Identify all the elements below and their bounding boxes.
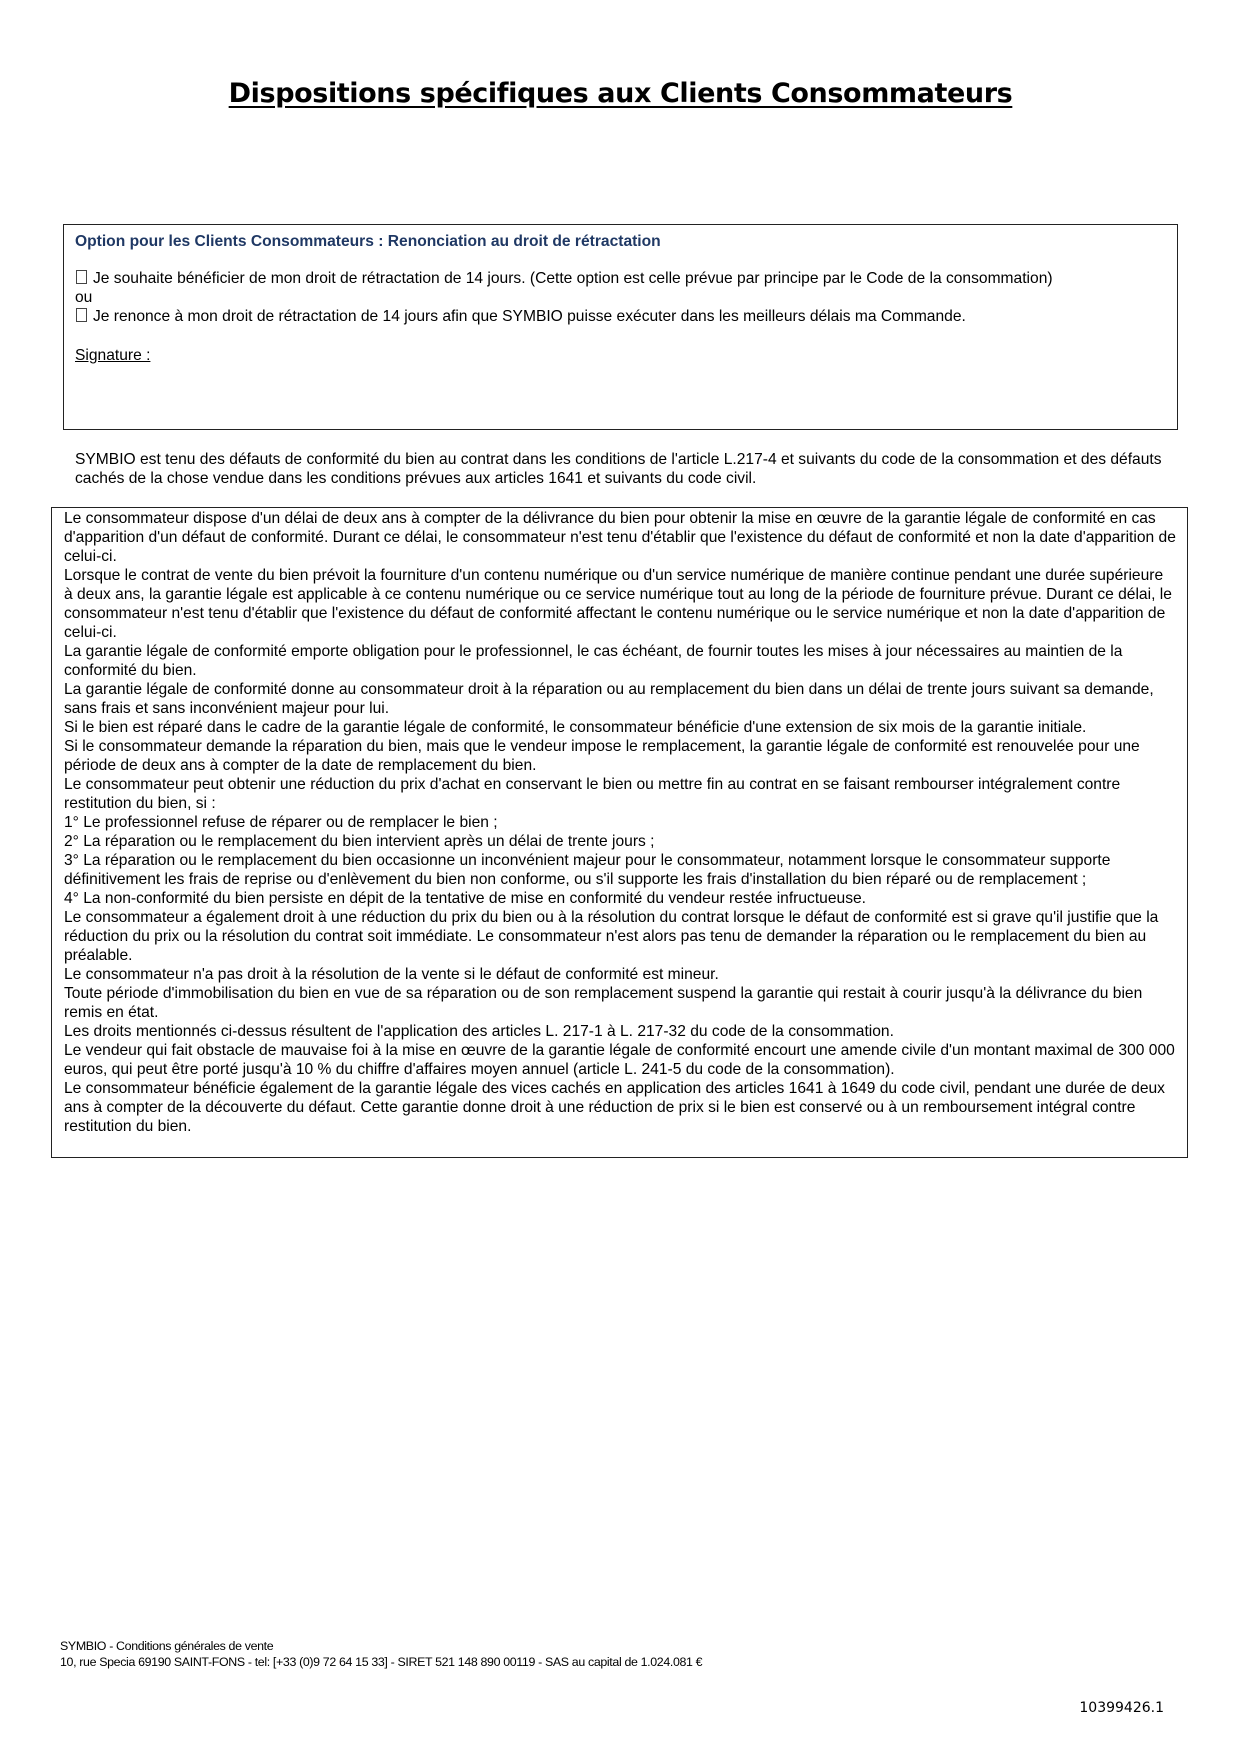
choice-keep-withdrawal <box>75 269 1166 288</box>
option-choices <box>75 269 1166 326</box>
legal-paragraph: Le consommateur bénéficie également de la garantie légale des vices cachés en application des articles 1641 à 1649 du code civil, pendant une durée de deux ans à compter de la découverte du défaut. Cette garantie donne droit à une réduction de prix si le bien est conservé ou à un remboursement intégral contre restitution du bien. <box>64 1080 1165 1135</box>
option-heading: Option pour les Clients Consommateurs : Renonciation au droit de rétractation <box>75 233 661 250</box>
legal-guarantee-box <box>51 507 1188 1158</box>
intro-paragraph: SYMBIO est tenu des défauts de conformité du bien au contrat dans les conditions de l'article L.217-4 et suivants du code de la consommation et des défauts cachés de la chose vendue dans les conditions prévues aux articles 1641 et suivants du code civil. <box>75 451 1162 487</box>
legal-list-item: 3° La réparation ou le remplacement du bien occasionne un inconvénient majeur pour le consommateur, notamment lorsque le consommateur supporte définitivement les frais de reprise ou d'enlèvement du bien non conforme, ou s'il supporte les frais d'installation du bien réparé ou de remplacement ; <box>64 852 1111 888</box>
legal-paragraph: Le vendeur qui fait obstacle de mauvaise foi à la mise en œuvre de la garantie légale de conformité encourt une amende civile d'un montant maximal de 300 000 euros, qui peut être porté jusqu'à 10 % du chiffre d'affaires moyen annuel (article L. 241-5 du code de la consommation). <box>64 1042 1175 1078</box>
signature-label: Signature : <box>75 347 151 364</box>
legal-list-item: 2° La réparation ou le remplacement du bien intervient après un délai de trente jours ; <box>64 833 655 850</box>
legal-paragraph: Si le consommateur demande la réparation du bien, mais que le vendeur impose le remplacement, la garantie légale de conformité est renouvelée pour une période de deux ans à compter de la date de remplacement du bien. <box>64 738 1140 774</box>
legal-paragraph: Le consommateur dispose d'un délai de deux ans à compter de la délivrance du bien pour obtenir la mise en œuvre de la garantie légale de conformité en cas d'apparition d'un défaut de conformité. Durant ce délai, le consommateur n'est tenu d'établir que l'existence du défaut de conformité et non la date d'apparition de celui-ci. <box>64 510 1176 565</box>
withdrawal-option-box <box>63 224 1178 430</box>
legal-paragraph: Les droits mentionnés ci-dessus résultent de l'application des articles L. 217-1 à L. 217-32 du code de la consommation. <box>64 1023 894 1040</box>
choice-waive-withdrawal <box>75 307 1166 326</box>
choice-separator: ou <box>75 289 93 306</box>
checkbox-icon <box>76 308 87 322</box>
page-title: Dispositions spécifiques aux Clients Consommateurs <box>228 78 1013 109</box>
choice-keep-withdrawal-label: Je souhaite bénéficier de mon droit de rétractation de 14 jours. (Cette option est celle prévue par principe par le Code de la consommation) <box>93 270 1053 287</box>
page-footer <box>60 1638 702 1670</box>
footer-company-line: SYMBIO - Conditions générales de vente <box>60 1639 274 1653</box>
document-number: 10399426.1 <box>1079 1700 1164 1716</box>
checkbox-icon <box>76 270 87 284</box>
choice-waive-withdrawal-label: Je renonce à mon droit de rétractation de 14 jours afin que SYMBIO puisse exécuter dans les meilleurs délais ma Commande. <box>93 308 966 325</box>
legal-paragraph: Le consommateur a également droit à une réduction du prix du bien ou à la résolution du contrat lorsque le défaut de conformité est si grave qu'il justifie que la réduction du prix ou la résolution du contrat soit immédiate. Le consommateur n'est alors pas tenu de demander la réparation ou le remplacement du bien au préalable. <box>64 909 1159 964</box>
legal-paragraph: La garantie légale de conformité emporte obligation pour le professionnel, le cas échéant, de fournir toutes les mises à jour nécessaires au maintien de la conformité du bien. <box>64 643 1123 679</box>
legal-paragraph: Lorsque le contrat de vente du bien prévoit la fourniture d'un contenu numérique ou d'un service numérique de manière continue pendant une durée supérieure à deux ans, la garantie légale est applicable à ce contenu numérique ou ce service numérique tout au long de la période de fourniture prévue. Durant ce délai, le consommateur n'est tenu d'établir que l'existence du défaut de conformité affectant le contenu numérique ou le service numérique et non la date d'apparition de celui-ci. <box>64 567 1172 641</box>
footer-address-line: 10, rue Specia 69190 SAINT-FONS - tel: [+33 (0)9 72 64 15 33] - SIRET 521 148 890 00119 - SAS au capital de 1.024.081 € <box>60 1655 703 1669</box>
legal-paragraph: Le consommateur peut obtenir une réduction du prix d'achat en conservant le bien ou mettre fin au contrat en se faisant rembourser intégralement contre restitution du bien, si : <box>64 776 1121 812</box>
legal-paragraph: Si le bien est réparé dans le cadre de la garantie légale de conformité, le consommateur bénéficie d'une extension de six mois de la garantie initiale. <box>64 719 1087 736</box>
legal-paragraph: La garantie légale de conformité donne au consommateur droit à la réparation ou au remplacement du bien dans un délai de trente jours suivant sa demande, sans frais et sans inconvénient majeur pour lui. <box>64 681 1154 717</box>
legal-paragraph: Toute période d'immobilisation du bien en vue de sa réparation ou de son remplacement suspend la garantie qui restait à courir jusqu'à la délivrance du bien remis en état. <box>64 985 1143 1021</box>
legal-list-item: 4° La non-conformité du bien persiste en dépit de la tentative de mise en conformité du vendeur restée infructueuse. <box>64 890 866 907</box>
legal-list-item: 1° Le professionnel refuse de réparer ou de remplacer le bien ; <box>64 814 498 831</box>
legal-paragraph: Le consommateur n'a pas droit à la résolution de la vente si le défaut de conformité est mineur. <box>64 966 719 983</box>
